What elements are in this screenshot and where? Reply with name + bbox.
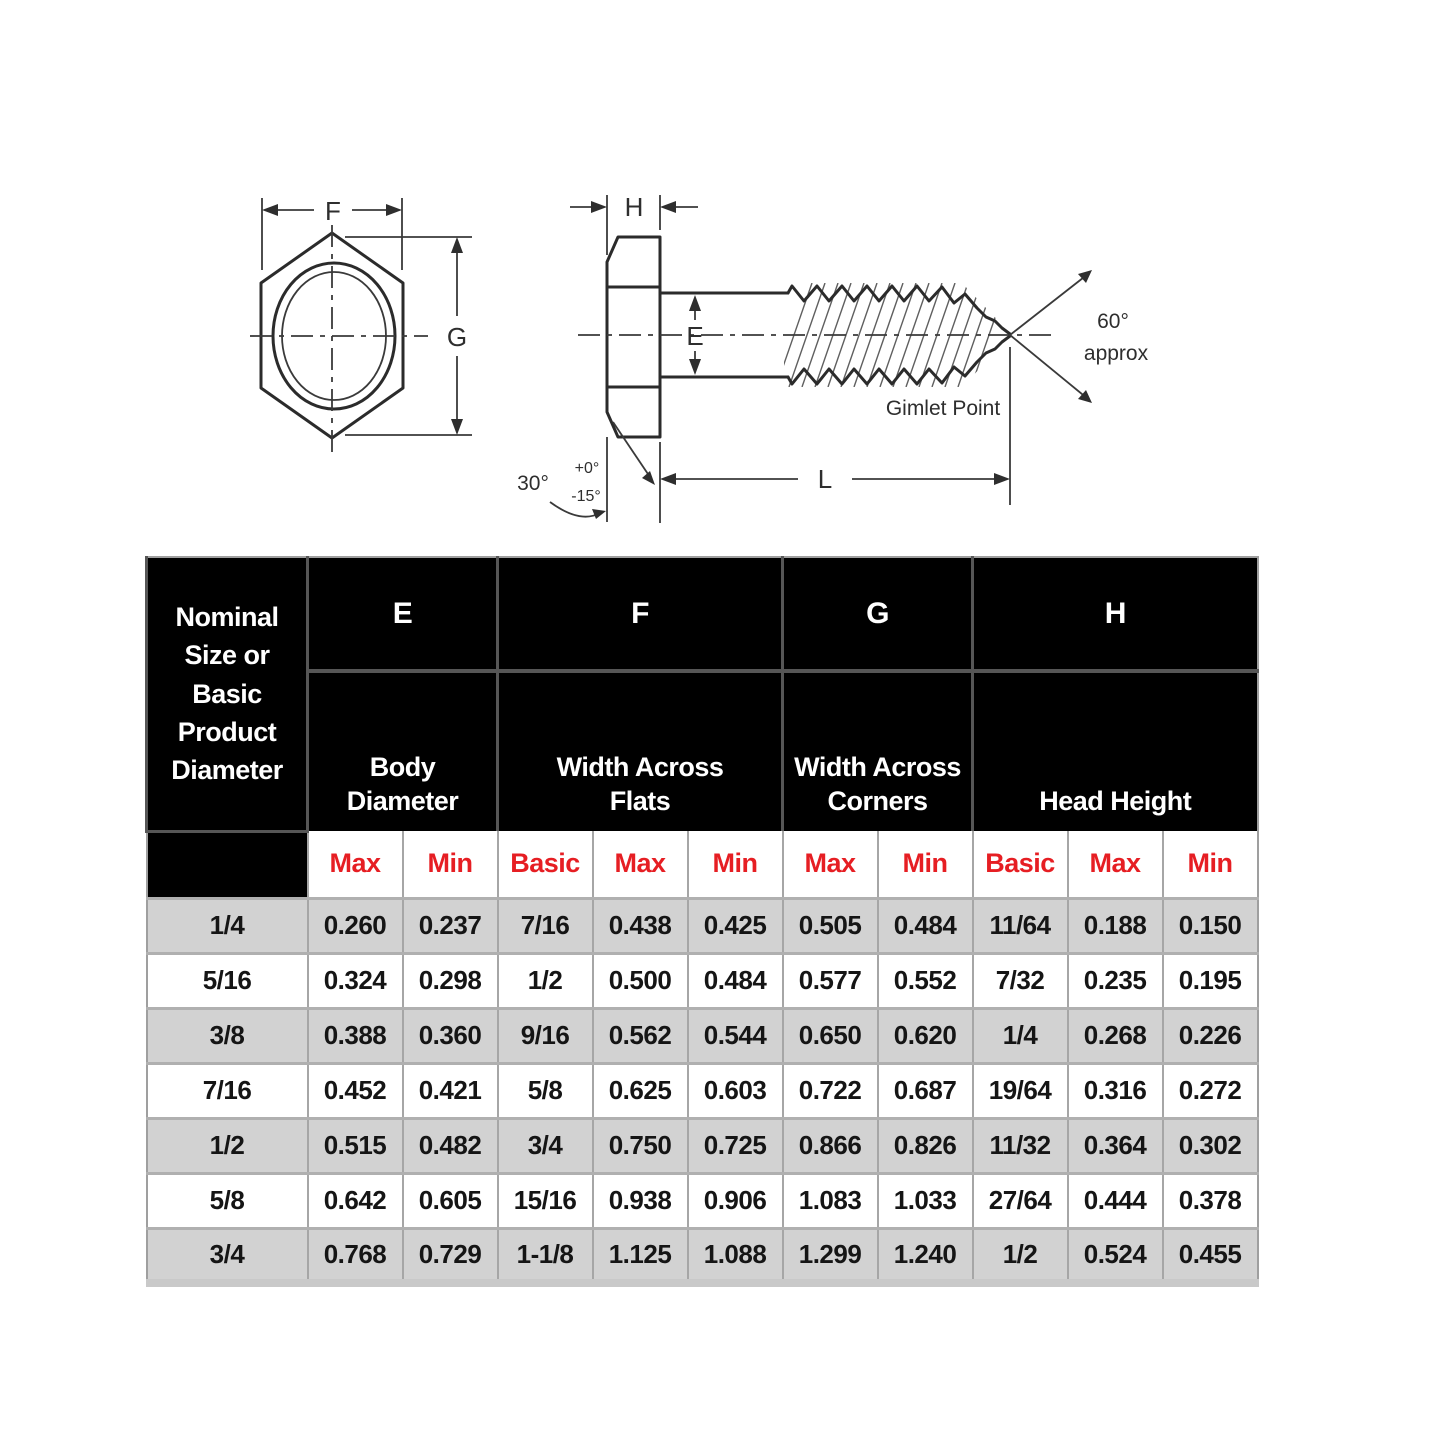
value-cell: 0.455 bbox=[1163, 1228, 1258, 1283]
value-cell: 0.150 bbox=[1163, 898, 1258, 953]
value-cell: 0.729 bbox=[403, 1228, 498, 1283]
value-cell: 0.324 bbox=[308, 953, 403, 1008]
label-30deg: 30° bbox=[517, 472, 549, 495]
col-group-E-label: Body Diameter bbox=[308, 671, 498, 831]
value-cell: 0.237 bbox=[403, 898, 498, 953]
value-cell: 0.272 bbox=[1163, 1063, 1258, 1118]
value-cell: 0.687 bbox=[878, 1063, 973, 1118]
value-cell: 0.500 bbox=[593, 953, 688, 1008]
label-tol-plus: +0° bbox=[574, 460, 600, 477]
value-cell: 0.906 bbox=[688, 1173, 783, 1228]
col-group-G: G bbox=[783, 557, 973, 671]
value-cell: 0.750 bbox=[593, 1118, 688, 1173]
value-cell: 5/8 bbox=[498, 1063, 593, 1118]
label-60deg: 60° bbox=[1097, 310, 1129, 333]
value-cell: 0.650 bbox=[783, 1008, 878, 1063]
value-cell: 3/4 bbox=[498, 1118, 593, 1173]
value-cell: 0.438 bbox=[593, 898, 688, 953]
subheader-cell: Max bbox=[783, 831, 878, 898]
subheader-cell: Min bbox=[878, 831, 973, 898]
value-cell: 0.235 bbox=[1068, 953, 1163, 1008]
subheader-row bbox=[147, 831, 1258, 898]
value-cell: 0.768 bbox=[308, 1228, 403, 1283]
value-cell: 0.725 bbox=[688, 1118, 783, 1173]
table-row bbox=[147, 1063, 1258, 1118]
value-cell: 1.033 bbox=[878, 1173, 973, 1228]
size-cell: 3/4 bbox=[147, 1228, 308, 1283]
label-gimlet-point: Gimlet Point bbox=[885, 397, 1001, 420]
subheader-cell: Min bbox=[403, 831, 498, 898]
subheader-cell: Min bbox=[1163, 831, 1258, 898]
size-cell: 5/16 bbox=[147, 953, 308, 1008]
table-row bbox=[147, 1008, 1258, 1063]
value-cell: 0.544 bbox=[688, 1008, 783, 1063]
value-cell: 0.722 bbox=[783, 1063, 878, 1118]
col-group-F-label: Width Across Flats bbox=[498, 671, 783, 831]
value-cell: 0.482 bbox=[403, 1118, 498, 1173]
value-cell: 0.620 bbox=[878, 1008, 973, 1063]
label-tol-minus: -15° bbox=[571, 488, 601, 505]
table-row bbox=[147, 1228, 1258, 1283]
label-H: H bbox=[624, 192, 644, 222]
subheader-cell: Max bbox=[593, 831, 688, 898]
value-cell: 19/64 bbox=[973, 1063, 1068, 1118]
col-group-H-label: Head Height bbox=[973, 671, 1258, 831]
col-group-E: E bbox=[308, 557, 498, 671]
hex-head-front-view bbox=[250, 196, 472, 454]
label-F: F bbox=[325, 196, 341, 226]
value-cell: 0.603 bbox=[688, 1063, 783, 1118]
table-row bbox=[147, 898, 1258, 953]
value-cell: 1.240 bbox=[878, 1228, 973, 1283]
value-cell: 1/2 bbox=[498, 953, 593, 1008]
value-cell: 0.866 bbox=[783, 1118, 878, 1173]
value-cell: 0.364 bbox=[1068, 1118, 1163, 1173]
value-cell: 1.299 bbox=[783, 1228, 878, 1283]
size-cell: 7/16 bbox=[147, 1063, 308, 1118]
spec-table bbox=[145, 556, 1259, 1287]
label-G: G bbox=[446, 322, 468, 352]
dimension-H bbox=[570, 192, 698, 255]
value-cell: 0.378 bbox=[1163, 1173, 1258, 1228]
value-cell: 1.083 bbox=[783, 1173, 878, 1228]
point-angle-callout bbox=[1010, 270, 1149, 403]
size-cell: 3/8 bbox=[147, 1008, 308, 1063]
table-row bbox=[147, 953, 1258, 1008]
value-cell: 0.826 bbox=[878, 1118, 973, 1173]
value-cell: 1.088 bbox=[688, 1228, 783, 1283]
value-cell: 0.268 bbox=[1068, 1008, 1163, 1063]
value-cell: 0.625 bbox=[593, 1063, 688, 1118]
label-L: L bbox=[817, 464, 833, 494]
value-cell: 0.226 bbox=[1163, 1008, 1258, 1063]
subheader-cell: Max bbox=[1068, 831, 1163, 898]
col-group-H: H bbox=[973, 557, 1258, 671]
dimension-E bbox=[686, 295, 703, 375]
value-cell: 1.125 bbox=[593, 1228, 688, 1283]
value-cell: 27/64 bbox=[973, 1173, 1068, 1228]
value-cell: 0.562 bbox=[593, 1008, 688, 1063]
dimension-L bbox=[660, 347, 1010, 523]
value-cell: 0.577 bbox=[783, 953, 878, 1008]
size-cell: 1/2 bbox=[147, 1118, 308, 1173]
value-cell: 1/2 bbox=[973, 1228, 1068, 1283]
group-label-row bbox=[147, 671, 1258, 831]
value-cell: 7/32 bbox=[973, 953, 1068, 1008]
table-row bbox=[147, 1118, 1258, 1173]
value-cell: 0.188 bbox=[1068, 898, 1163, 953]
value-cell: 0.642 bbox=[308, 1173, 403, 1228]
value-cell: 0.552 bbox=[878, 953, 973, 1008]
corner-header-label: Nominal Size or Basic Product Diameter bbox=[171, 601, 283, 786]
subheader-cell: Max bbox=[308, 831, 403, 898]
value-cell: 1-1/8 bbox=[498, 1228, 593, 1283]
value-cell: 1/4 bbox=[973, 1008, 1068, 1063]
threads bbox=[776, 283, 1010, 387]
value-cell: 0.260 bbox=[308, 898, 403, 953]
label-E: E bbox=[686, 321, 704, 351]
value-cell: 0.452 bbox=[308, 1063, 403, 1118]
corner-header bbox=[147, 557, 308, 831]
value-cell: 0.360 bbox=[403, 1008, 498, 1063]
value-cell: 9/16 bbox=[498, 1008, 593, 1063]
value-cell: 0.524 bbox=[1068, 1228, 1163, 1283]
subheader-cell: Min bbox=[688, 831, 783, 898]
value-cell: 0.302 bbox=[1163, 1118, 1258, 1173]
value-cell: 0.505 bbox=[783, 898, 878, 953]
lag-screw-diagram bbox=[150, 170, 1290, 570]
col-group-F: F bbox=[498, 557, 783, 671]
value-cell: 0.484 bbox=[878, 898, 973, 953]
value-cell: 0.515 bbox=[308, 1118, 403, 1173]
subheader-cell: Basic bbox=[498, 831, 593, 898]
value-cell: 7/16 bbox=[498, 898, 593, 953]
value-cell: 11/64 bbox=[973, 898, 1068, 953]
corner-subheader bbox=[147, 831, 308, 898]
value-cell: 15/16 bbox=[498, 1173, 593, 1228]
value-cell: 11/32 bbox=[973, 1118, 1068, 1173]
value-cell: 0.605 bbox=[403, 1173, 498, 1228]
col-group-G-label: Width Across Corners bbox=[783, 671, 973, 831]
size-cell: 5/8 bbox=[147, 1173, 308, 1228]
value-cell: 0.316 bbox=[1068, 1063, 1163, 1118]
value-cell: 0.484 bbox=[688, 953, 783, 1008]
value-cell: 0.425 bbox=[688, 898, 783, 953]
table-row bbox=[147, 1173, 1258, 1228]
value-cell: 0.421 bbox=[403, 1063, 498, 1118]
group-letter-row bbox=[147, 557, 1258, 671]
size-cell: 1/4 bbox=[147, 898, 308, 953]
spec-table-body bbox=[147, 898, 1258, 1283]
label-approx: approx bbox=[1083, 342, 1149, 365]
value-cell: 0.298 bbox=[403, 953, 498, 1008]
subheader-cell: Basic bbox=[973, 831, 1068, 898]
value-cell: 0.938 bbox=[593, 1173, 688, 1228]
hex-head-side bbox=[607, 237, 660, 437]
value-cell: 0.195 bbox=[1163, 953, 1258, 1008]
value-cell: 0.388 bbox=[308, 1008, 403, 1063]
screw-side-view bbox=[517, 192, 1148, 523]
value-cell: 0.444 bbox=[1068, 1173, 1163, 1228]
